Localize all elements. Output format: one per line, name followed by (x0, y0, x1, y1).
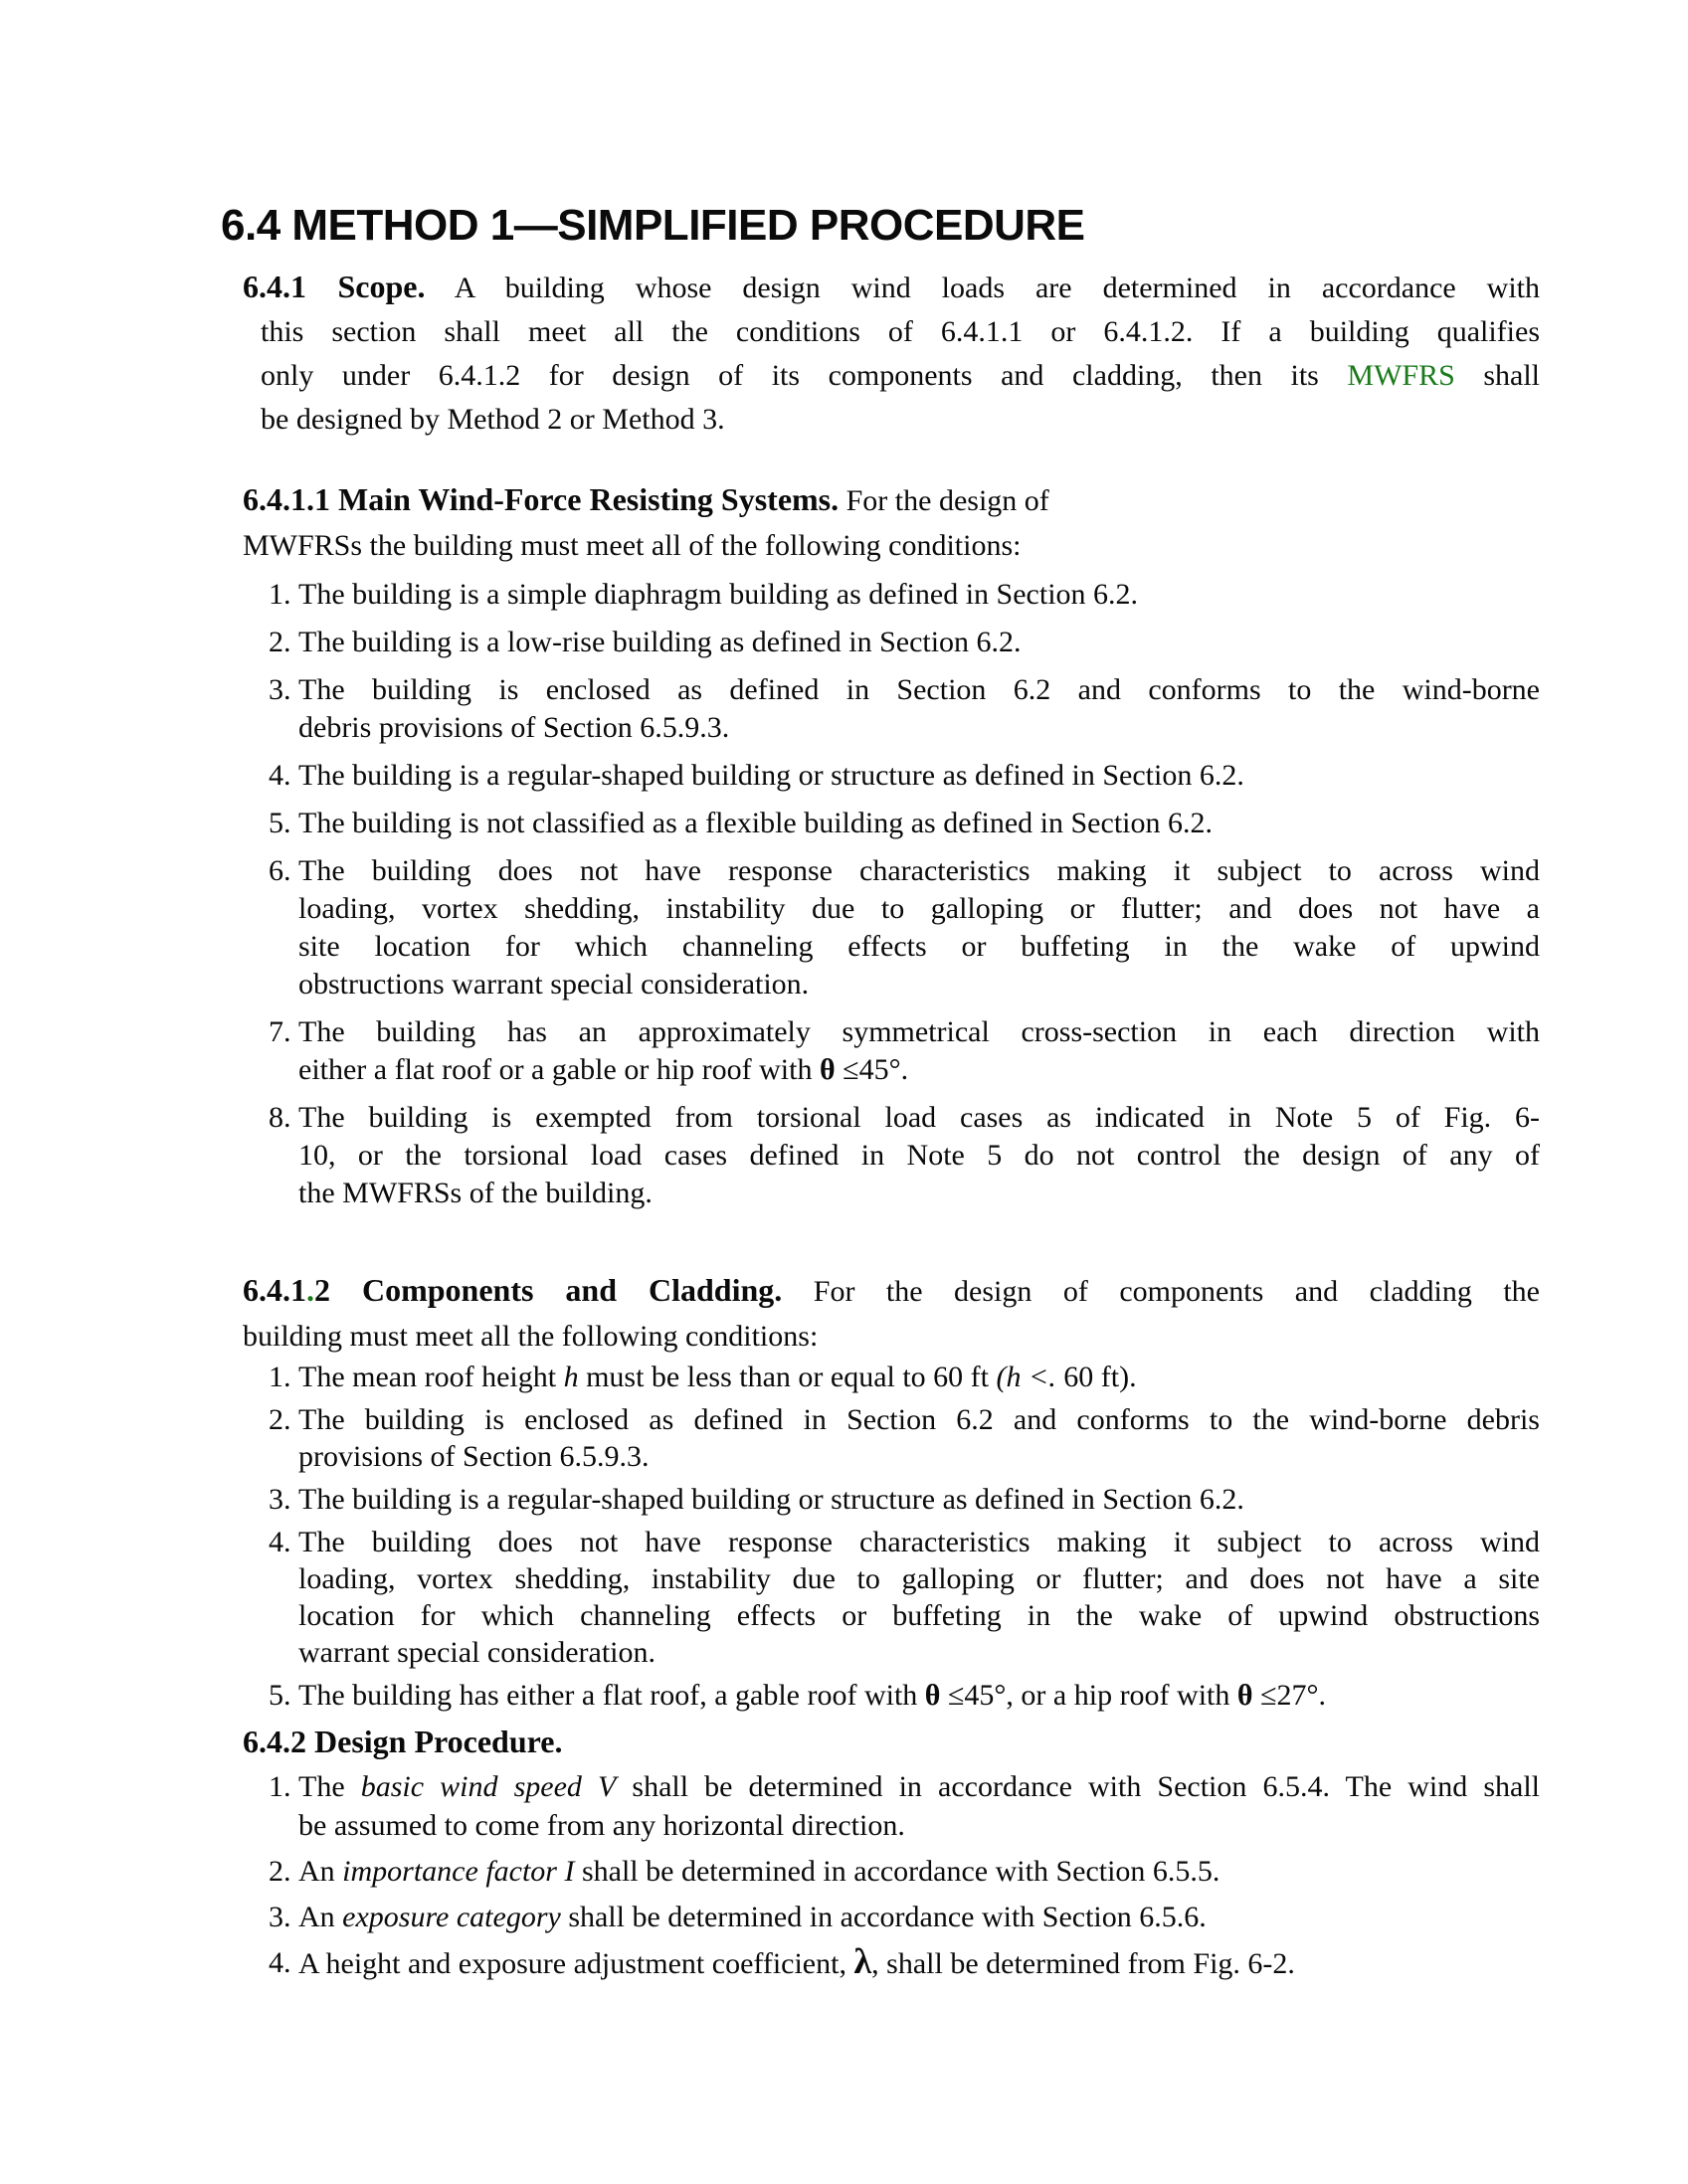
list-item (243, 805, 1540, 842)
list-item (243, 1852, 1540, 1891)
text-line (298, 928, 1540, 966)
text-segment: For the design of components and cladding the (782, 1275, 1540, 1309)
list-item-number: 2. (269, 1855, 291, 1889)
text-line (298, 671, 1540, 709)
list-item-text (298, 1013, 1540, 1089)
list-item-number: 5. (269, 807, 291, 840)
text-segment: be assumed to come from any horizontal direction. (298, 1809, 905, 1843)
text-line (298, 1898, 1540, 1936)
text-segment: this section shall meet all the conditions of 6.4.1.1 or 6.4.1.2. If a building qualifies (261, 315, 1540, 349)
list-item (243, 1099, 1540, 1212)
text-line (298, 1359, 1540, 1395)
text-segment: The building is exempted from torsional load cases as indicated in Note 5 of Fig. 6- (298, 1101, 1540, 1135)
text-segment: 2 Components and Cladding. (314, 1272, 783, 1309)
text-segment: debris provisions of Section 6.5.9.3. (298, 711, 730, 745)
text-segment: 60 ft). (1055, 1361, 1137, 1394)
list-item-number: 1. (269, 578, 291, 612)
list-item-number: 3. (269, 673, 291, 707)
text-line (298, 966, 1540, 1003)
text-segment: building must meet all the following conditions: (243, 1320, 819, 1354)
text-line (298, 1943, 1540, 1983)
text-segment: A height and exposure adjustment coefficient, (298, 1947, 854, 1981)
list-item-text (298, 1677, 1540, 1714)
list-item-number: 3. (269, 1901, 291, 1934)
text-segment: . (306, 1272, 314, 1309)
text-segment: exposure category (342, 1901, 561, 1934)
text-line (243, 1268, 1540, 1314)
text-segment: warrant special consideration. (298, 1636, 656, 1670)
list-item-text (298, 1524, 1540, 1671)
section-title: 6.4 METHOD 1—SIMPLIFIED PROCEDURE (221, 201, 1085, 250)
text-segment: The building is a regular-shaped building or structure as defined in Section 6.2. (298, 759, 1244, 793)
text-line (298, 1634, 1540, 1671)
list-item (243, 1943, 1540, 1983)
text-line (298, 805, 1540, 842)
text-line (243, 310, 1540, 354)
text-segment: ≤45°. (835, 1053, 909, 1087)
text-segment: The mean roof height (298, 1361, 564, 1394)
list-642 (243, 1767, 1540, 1983)
text-segment: The building is enclosed as defined in Section 6.2 and conforms to the wind-borne (298, 673, 1540, 707)
list-item (243, 852, 1540, 1003)
text-segment: The building has an approximately symmetrical cross-section in each direction with (298, 1015, 1540, 1049)
list-item (243, 757, 1540, 795)
list-item (243, 576, 1540, 614)
text-segment: 6.4.2 Design Procedure. (243, 1724, 563, 1760)
list-item (243, 1481, 1540, 1518)
text-segment: An (298, 1855, 343, 1889)
text-segment: An (298, 1901, 343, 1934)
text-line (243, 523, 1540, 568)
text-segment: 6.4.1 (243, 1272, 306, 1309)
text-line (243, 398, 1540, 442)
list-item-number: 5. (269, 1679, 291, 1713)
list-item-number: 6. (269, 854, 291, 888)
text-segment: be designed by Method 2 or Method 3. (261, 403, 725, 437)
text-line (243, 354, 1540, 398)
text-segment: must be less than or equal to 60 ft (578, 1361, 997, 1394)
text-segment: The building is a regular-shaped building or structure as defined in Section 6.2. (298, 1483, 1244, 1517)
list-item-text (298, 1767, 1540, 1845)
text-segment: shall (1454, 359, 1540, 393)
list-item (243, 1359, 1540, 1395)
text-line (243, 265, 1540, 310)
list-item (243, 624, 1540, 661)
list-item-number: 1. (269, 1361, 291, 1394)
text-segment: The building is enclosed as defined in Section 6.2 and conforms to the wind-borne debris (298, 1403, 1540, 1437)
text-segment: shall be determined in accordance with Section 6.5.4. The wind shall (616, 1770, 1541, 1804)
text-segment: The building has either a flat roof, a gable roof with (298, 1679, 925, 1713)
text-line (298, 1524, 1540, 1560)
text-segment: site location for which channeling effects or buffeting in the wake of upwind (298, 930, 1540, 964)
list-item (243, 671, 1540, 747)
list-item-number: 3. (269, 1483, 291, 1517)
text-segment: basic wind speed V (360, 1770, 617, 1804)
text-segment: h (563, 1361, 579, 1394)
list-item-number: 4. (269, 1526, 291, 1559)
list-item-text (298, 671, 1540, 747)
list-item-text (298, 1943, 1540, 1983)
text-segment: A building whose design wind loads are determined in accordance with (425, 272, 1541, 305)
text-segment: The building does not have response characteristics making it subject to across wind (298, 854, 1540, 888)
text-segment: obstructions warrant special consideration. (298, 968, 810, 1001)
list-item-text (298, 757, 1540, 795)
list-item (243, 1524, 1540, 1671)
text-segment: For the design of (839, 484, 1049, 518)
list-item-text (298, 576, 1540, 614)
text-line (298, 576, 1540, 614)
text-segment: ≤45°, or a hip roof with (940, 1679, 1237, 1713)
list-6412 (243, 1359, 1540, 1714)
section-642 (243, 1720, 1540, 1983)
text-line (298, 1677, 1540, 1714)
list-item-number: 1. (269, 1770, 291, 1804)
text-segment: The building does not have response characteristics making it subject to across wind (298, 1526, 1540, 1559)
text-segment: The building is a low-rise building as defined in Section 6.2. (298, 626, 1022, 659)
list-item (243, 1013, 1540, 1089)
list-6411 (243, 576, 1540, 1212)
list-item-text (298, 1481, 1540, 1518)
text-segment: only under 6.4.1.2 for design of its components and cladding, then its (261, 359, 1348, 393)
text-line (243, 1720, 1540, 1765)
section-6412 (243, 1268, 1540, 1714)
text-line (243, 1314, 1540, 1359)
list-item (243, 1401, 1540, 1475)
list-item-text (298, 852, 1540, 1003)
text-line (298, 624, 1540, 661)
text-segment: θ (924, 1679, 941, 1713)
list-item-number: 2. (269, 1403, 291, 1437)
text-segment: MWFRSs the building must meet all of the following conditions: (243, 529, 1022, 563)
text-line (298, 1051, 1540, 1089)
text-line (298, 1597, 1540, 1634)
text-line (298, 1175, 1540, 1212)
text-segment: θ (819, 1053, 836, 1087)
text-segment: The building is not classified as a flexible building as defined in Section 6.2. (298, 807, 1213, 840)
text-line (298, 1438, 1540, 1475)
text-line (298, 1481, 1540, 1518)
list-item-text (298, 1401, 1540, 1475)
text-segment: shall be determined in accordance with Section 6.5.6. (560, 1901, 1207, 1934)
text-segment: ≤27°. (1252, 1679, 1327, 1713)
text-segment: , shall be determined from Fig. 6-2. (871, 1947, 1295, 1981)
text-segment: λ (853, 1941, 872, 1982)
text-line (298, 1401, 1540, 1438)
heading-6411 (243, 477, 1540, 568)
text-line (298, 1806, 1540, 1845)
list-item-number: 7. (269, 1015, 291, 1049)
text-segment: 6.4.1.1 Main Wind-Force Resisting Systems. (243, 481, 840, 518)
text-segment: The building is a simple diaphragm building as defined in Section 6.2. (298, 578, 1139, 612)
text-segment: the MWFRSs of the building. (298, 1177, 653, 1210)
text-line (298, 1852, 1540, 1891)
text-segment: provisions of Section 6.5.9.3. (298, 1440, 650, 1474)
list-item-text (298, 1852, 1540, 1891)
mwfrs-link[interactable]: MWFRS (1347, 359, 1455, 393)
text-line (298, 1099, 1540, 1137)
text-segment: loading, vortex shedding, instability due to galloping or flutter; and does not have a (298, 892, 1540, 926)
text-segment: location for which channeling effects or buffeting in the wake of upwind obstructions (298, 1599, 1540, 1633)
text-line (298, 1560, 1540, 1597)
list-item-number: 4. (269, 759, 291, 793)
text-segment: either a flat roof or a gable or hip roof with (298, 1053, 820, 1087)
text-line (298, 757, 1540, 795)
list-item-text (298, 805, 1540, 842)
list-item-number: 8. (269, 1101, 291, 1135)
list-item-text (298, 1898, 1540, 1936)
page-content (221, 201, 1541, 1990)
text-segment: 6.4.1 Scope. (243, 269, 426, 305)
text-segment: loading, vortex shedding, instability due to galloping or flutter; and does not have a site (298, 1562, 1540, 1596)
text-line (298, 709, 1540, 747)
text-segment: θ (1236, 1679, 1253, 1713)
list-item-text (298, 1359, 1540, 1395)
text-segment: The (298, 1770, 361, 1804)
section-6411 (243, 477, 1540, 1212)
text-line (298, 1013, 1540, 1051)
list-item (243, 1767, 1540, 1845)
heading-6412 (243, 1268, 1540, 1359)
scope-paragraph (243, 265, 1540, 442)
text-line (298, 852, 1540, 890)
text-line (243, 477, 1540, 523)
list-item (243, 1677, 1540, 1714)
list-item (243, 1898, 1540, 1936)
text-segment: importance factor I (342, 1855, 575, 1889)
text-segment: (h <. (996, 1361, 1056, 1394)
text-line (298, 1767, 1540, 1806)
text-line (298, 1137, 1540, 1175)
text-segment: 10, or the torsional load cases defined in Note 5 do not control the design of any of (298, 1139, 1540, 1173)
heading-642 (243, 1720, 1540, 1765)
list-item-number: 2. (269, 626, 291, 659)
list-item-text (298, 1099, 1540, 1212)
text-segment: shall be determined in accordance with Section 6.5.5. (574, 1855, 1220, 1889)
text-line (298, 890, 1540, 928)
list-item-text (298, 624, 1540, 661)
list-item-number: 4. (269, 1946, 291, 1980)
